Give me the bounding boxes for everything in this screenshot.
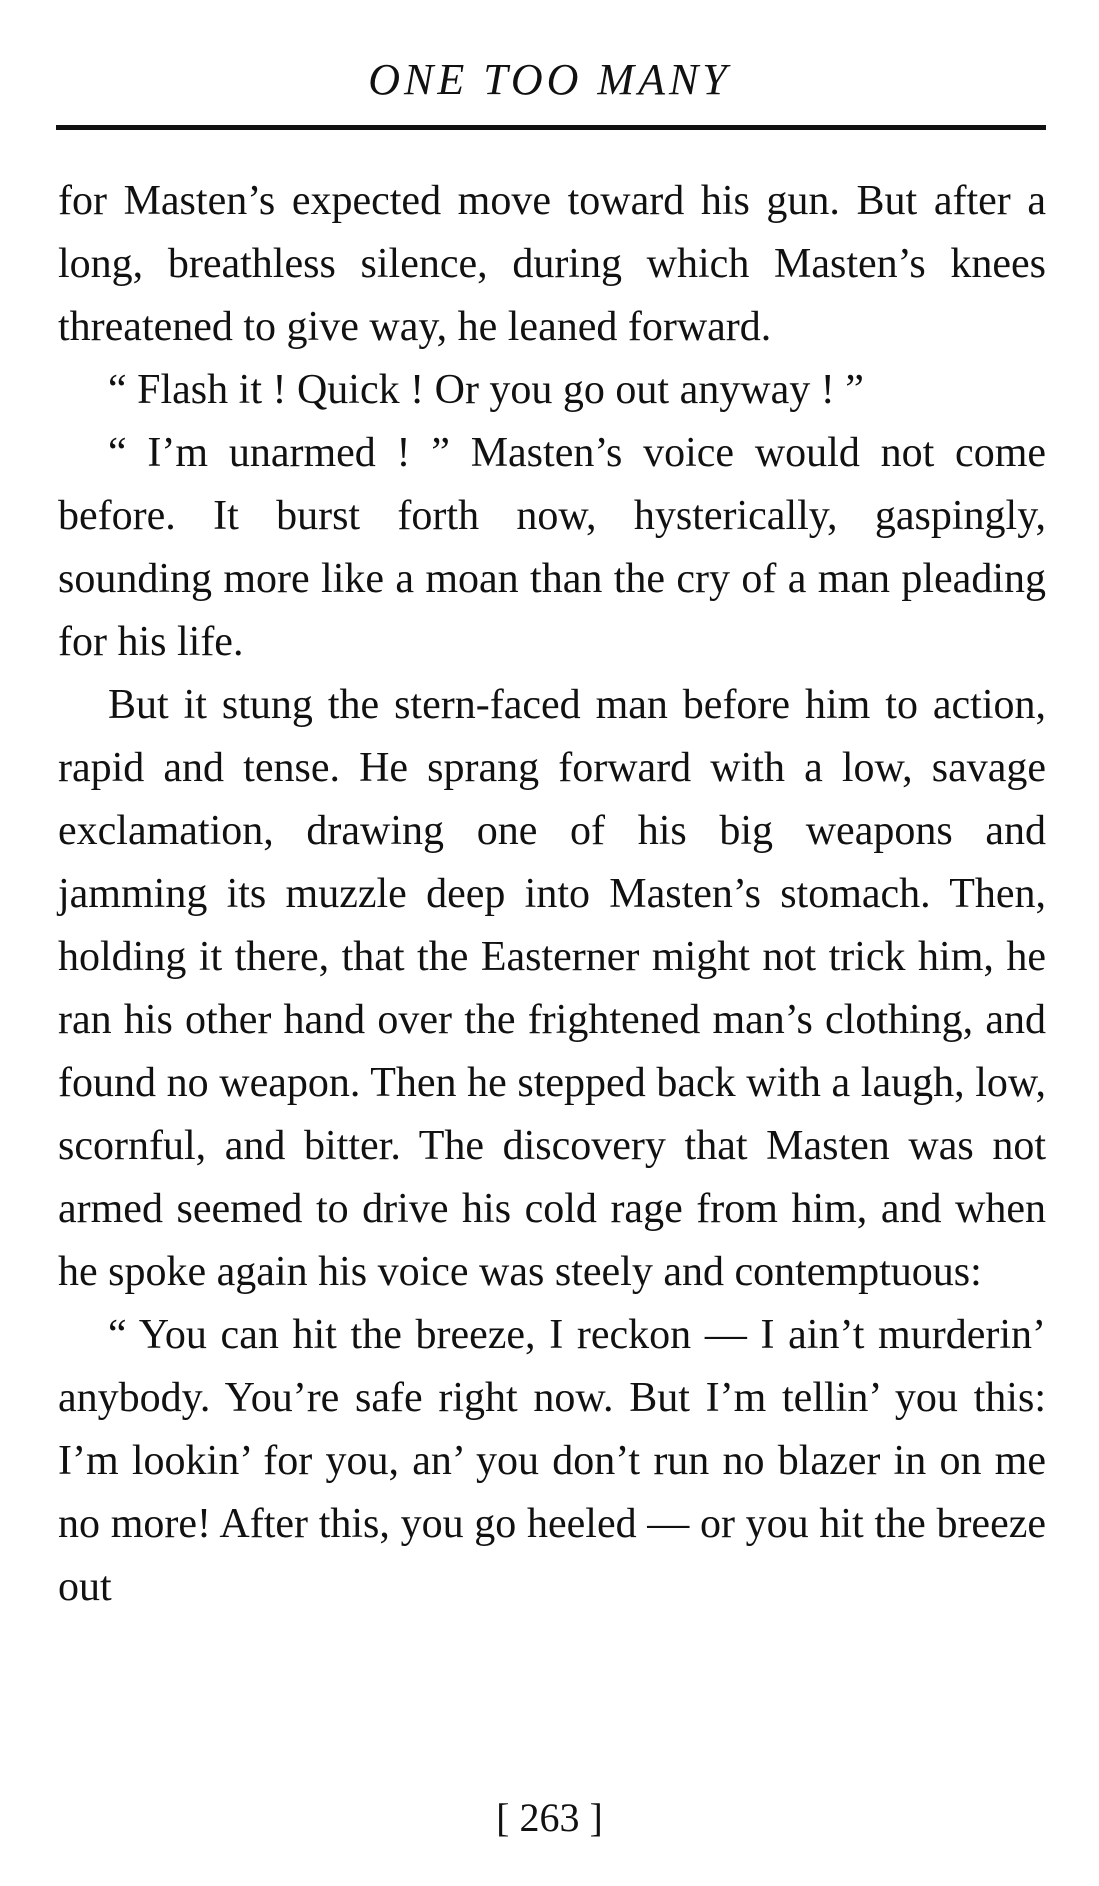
paragraph-1: for Masten’s expected move toward his gun. But after a long, breathless silence, during which Masten’s knees threatened to give way, he leaned forward.	[58, 178, 1046, 350]
paragraph-2: “ Flash it ! Quick ! Or you go out anyway ! ”	[108, 367, 864, 413]
paragraph-3: “ I’m unarmed ! ” Masten’s voice would not come before. It burst forth now, hysterically, gaspingly, sounding more like a moan than the cry of a man pleading for his life.	[58, 430, 1046, 665]
paragraph-4: But it stung the stern-faced man before him to action, rapid and tense. He sprang forward with a low, savage exclamation, drawing one of his big weapons and jamming its muzzle deep into Masten’s stomach. Then, holding it there, that the Easterner might not trick him, he ran his other hand over the frightened man’s clothing, and found no weapon. Then he stepped back with a laugh, low, scornful, and bitter. The discovery that Masten was not armed seemed to drive his cold rage from him, and when he spoke again his voice was steely and contemptuous:	[58, 682, 1046, 1295]
header-rule	[56, 125, 1046, 130]
paragraph-5: “ You can hit the breeze, I reckon — I ain’t murderin’ anybody. You’re safe right now. But I’m tellin’ you this: I’m lookin’ for you, an’ you don’t run no blazer in on me no more! After this, you go heeled — or you hit the breeze out	[58, 1312, 1046, 1610]
body-text	[58, 170, 1046, 1619]
page-number: [ 263 ]	[496, 1795, 603, 1840]
running-head: ONE TOO MANY	[368, 55, 731, 104]
